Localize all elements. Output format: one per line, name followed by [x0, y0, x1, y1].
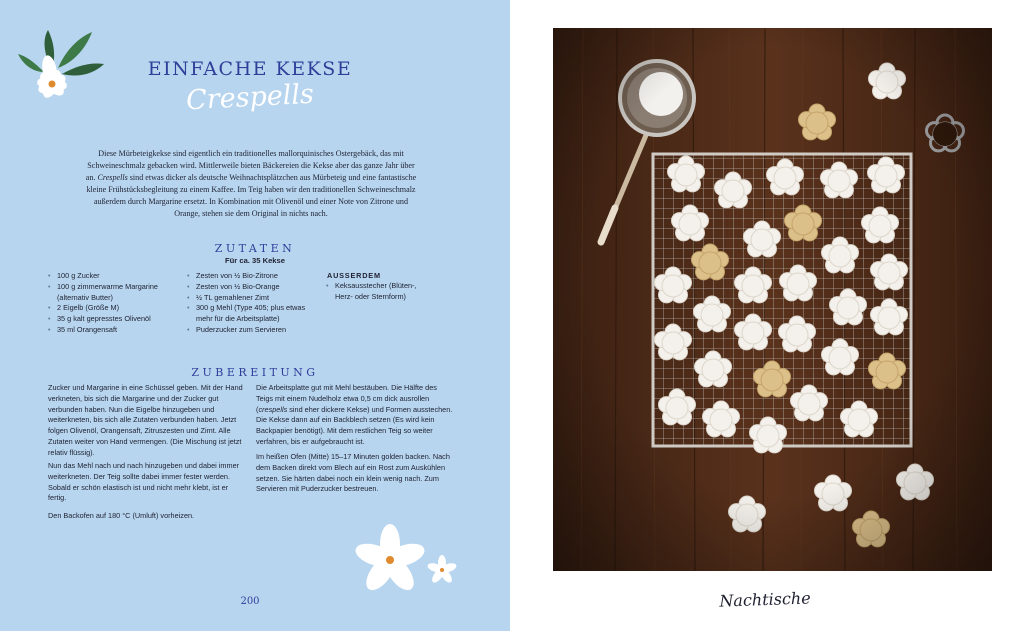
recipe-intro: Diese Mürbeteigkekse sind eigentlich ein traditionelles mallorquinisches Ostergebäck, das mit Schweineschmalz gebacken wird. Mittlerweile bieten Bäckereien die Kekse aber das ganze Jahr über an. Crespells sind etwas dicker als deutsche Weihnachtsplätzchen aus Mürbeteig und eine fantastische kleine Frühstücksbegleitung zu einem Kaffee. Im Teig haben wir den traditionellen Schweineschmalz außerdem durch Margarine ersetzt. In Kombination mit Olivenöl und einer Note von Zitrone und Orange, stehen sie dem Original in nichts nach.: [85, 149, 417, 218]
step-paragraph: Die Arbeitsplatte gut mit Mehl bestäuben. Die Hälfte des Teigs mit einem Nudelholz etwa 0,5 cm dick ausrollen (crespells sind eher dickere Kekse) und Formen ausstechen. Die Kekse dann auf ein Backblech setzen (Es wird kein Backpapier benötigt). Mit dem restlichen Teig so weiter verfahren, bis er aufgebraucht ist.: [256, 383, 453, 446]
page-number: 200: [240, 596, 260, 607]
list-item: • ½ TL gemahlener Zimt: [187, 293, 317, 304]
ingredients-heading: ZUTATEN: [214, 242, 296, 255]
flower-icon: [350, 524, 460, 600]
cookies-photo-illustration: [553, 28, 992, 571]
list-item: • Puderzucker zum Servieren: [187, 325, 317, 336]
list-item: • 2 Eigelb (Größe M): [48, 303, 176, 314]
list-item: • 100 g Zucker: [48, 271, 176, 282]
ingredient-list-1: [48, 271, 176, 336]
list-item: • 300 g Mehl (Type 405; plus etwas mehr für die Arbeitsplatte): [187, 303, 317, 325]
list-item: • Zesten von ½ Bio-Orange: [187, 282, 317, 293]
step-paragraph: Nun das Mehl nach und nach hinzugeben und dabei immer weiterkneten. Der Teig sollte dabei immer fester werden. Sobald er schön elastisch ist und nicht mehr klebt, ist er fertig.: [48, 461, 240, 503]
step-paragraph: Im heißen Ofen (Mitte) 15–17 Minuten golden backen. Nach dem Backen direkt vom Blech auf ein Rost zum Auskühlen setzen. Sie härten dabei noch ein klein wenig nach. Zum Servieren mit Puderzucker bestreuen.: [256, 452, 450, 494]
list-item: • Zesten von ½ Bio-Zitrone: [187, 271, 317, 282]
right-page: [510, 0, 1020, 631]
preparation-heading: ZUBEREITUNG: [191, 366, 319, 379]
recipe-title: EINFACHE KEKSE: [147, 58, 353, 80]
recipe-subtitle: Crespells: [185, 78, 315, 117]
step-paragraph: Den Backofen auf 180 °C (Umluft) vorheizen.: [48, 511, 195, 520]
extras-heading: AUSSERDEM: [327, 271, 381, 280]
list-item: • 35 ml Orangensaft: [48, 325, 176, 336]
cookies-photo: [553, 28, 992, 571]
step-paragraph: Zucker und Margarine in eine Schüssel geben. Mit der Hand verkneten, bis sich die Margarine und der Zucker gut verbunden haben. Nun die Eigelbe hinzugeben und weiterkneten, bis sich alle Zutaten verbunden haben. Jetzt folgen Olivenöl, Orangensaft, Zitruszesten und Zimt. Alle Zutaten weiter von Hand vermengen. (Die Mischung ist jetzt relativ flüssig).: [48, 383, 243, 457]
list-item: • 100 g zimmerwarme Margarine (alternativ Butter): [48, 282, 176, 304]
flower-leaves-icon: [14, 26, 114, 118]
ingredient-list-2: [187, 271, 317, 336]
section-title: Nachtische: [719, 588, 811, 611]
list-item: • 35 g kalt gepresstes Olivenöl: [48, 314, 176, 325]
extras-list: [326, 281, 436, 303]
servings-label: Für ca. 35 Kekse: [225, 256, 285, 265]
list-item: • Keksausstecher (Blüten-, Herz- oder Sternform): [326, 281, 436, 303]
